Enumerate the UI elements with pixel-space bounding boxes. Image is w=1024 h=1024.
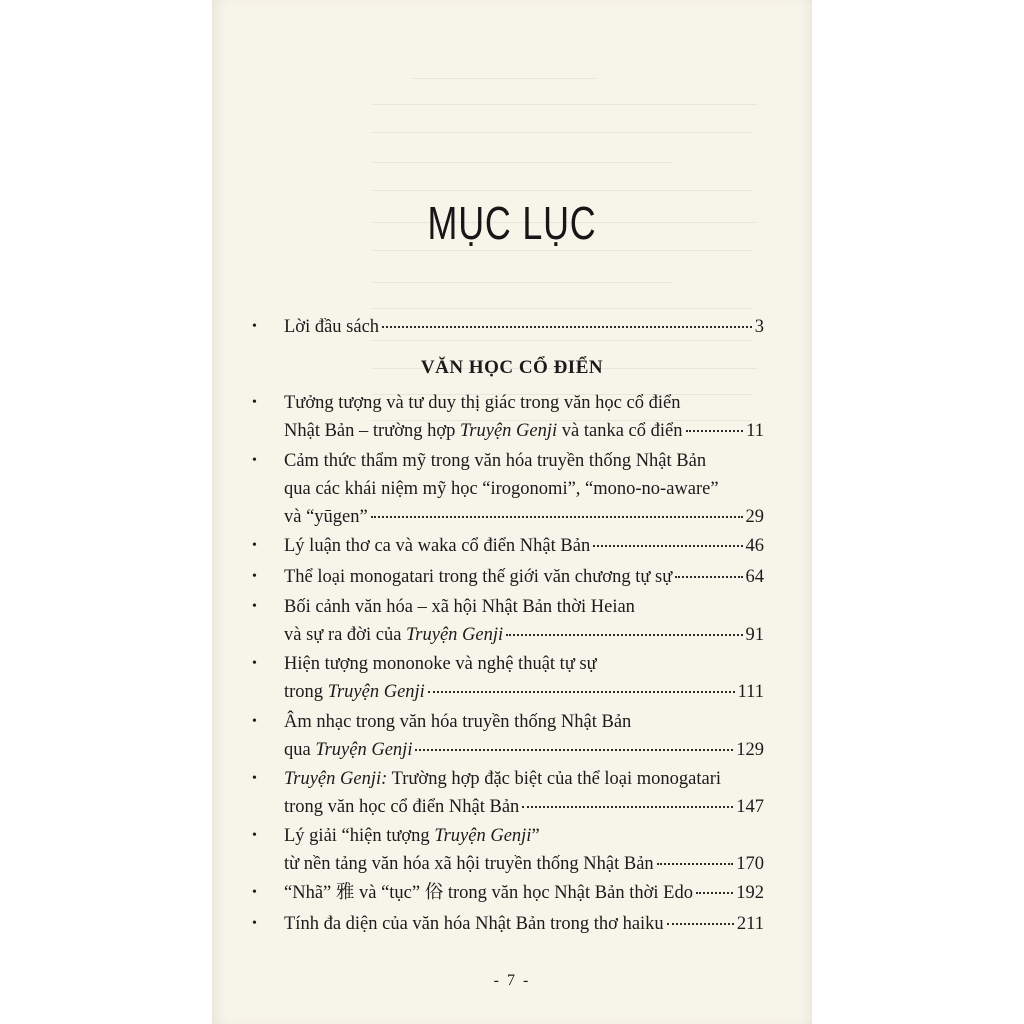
entry-last-line: [284, 793, 764, 821]
entry-text: Thể loại monogatari trong thế giới văn chương tự sự: [284, 567, 673, 587]
toc-entry: [252, 765, 764, 821]
entry-title-italic: Truyện Genji: [406, 625, 504, 645]
entry-text: [284, 621, 503, 649]
entry-line: Âm nhạc trong văn hóa truyền thống Nhật Bản: [284, 712, 632, 732]
bullet-icon: •: [252, 319, 257, 334]
bullet-icon: •: [252, 538, 257, 553]
entry-line: [284, 765, 764, 793]
bullet-icon: •: [252, 569, 257, 584]
toc-entry: [252, 532, 764, 560]
page-ref: 129: [736, 740, 764, 760]
entry-title-italic: Truyện Genji: [315, 740, 413, 760]
page-ref: 91: [745, 625, 764, 645]
bullet-icon: •: [252, 885, 257, 900]
entry-line: Cảm thức thẩm mỹ trong văn hóa truyền thống Nhật Bản: [284, 451, 707, 471]
entry-line: Tưởng tượng và tư duy thị giác trong văn học cổ điển: [284, 393, 681, 413]
book-page: [212, 0, 812, 1024]
toc-entry: [252, 822, 764, 878]
toc-entry: [252, 879, 764, 907]
entry-title-italic: Truyện Genji: [460, 421, 558, 441]
page-ref: 64: [745, 567, 764, 587]
entry-title-italic: Truyện Genji:: [284, 769, 388, 789]
entry-text: trong văn học cổ điển Nhật Bản: [284, 797, 520, 817]
entry-text: trong: [284, 682, 328, 702]
toc-entry: [252, 650, 764, 706]
bullet-icon: •: [252, 714, 257, 729]
entry-last-line: [284, 678, 764, 706]
bullet-icon: •: [252, 656, 257, 671]
dot-leader: [686, 429, 744, 432]
toc-entry: [252, 447, 764, 531]
dot-leader: [382, 325, 752, 328]
bullet-icon: •: [252, 453, 257, 468]
entry-last-line: [284, 313, 764, 341]
dot-leader: [657, 862, 734, 865]
entry-last-line: [284, 879, 764, 907]
toc-entry: [252, 389, 764, 445]
page-ref: 3: [754, 317, 764, 337]
page-ref: 11: [746, 421, 764, 441]
dot-leader: [415, 748, 733, 751]
bullet-icon: •: [252, 828, 257, 843]
entry-line: Hiện tượng mononoke và nghệ thuật tự sự: [284, 654, 597, 674]
dot-leader: [506, 633, 742, 636]
entry-last-line: [284, 532, 764, 560]
entry-last-line: [284, 417, 764, 445]
entry-text: Lý giải “hiện tượng: [284, 826, 435, 846]
toc-entry: [252, 593, 764, 649]
dot-leader: [696, 891, 733, 894]
entry-text: Tính đa diện của văn hóa Nhật Bản trong thơ haiku: [284, 914, 664, 934]
entry-text: Lời đầu sách: [284, 317, 380, 337]
entry-text: [284, 736, 412, 764]
entry-title-italic: Truyện Genji: [434, 826, 532, 846]
bullet-icon: •: [252, 599, 257, 614]
entry-line: [284, 822, 764, 850]
entry-line: qua các khái niệm mỹ học “irogonomi”, “mono-no-aware”: [284, 479, 719, 499]
toc-entry: [252, 563, 764, 591]
page-ref: 211: [736, 914, 764, 934]
entry-text: Trường hợp đặc biệt của thể loại monogatari: [387, 769, 722, 789]
entry-text: [284, 417, 683, 445]
entry-text: từ nền tảng văn hóa xã hội truyền thống Nhật Bản: [284, 854, 654, 874]
entry-text: Nhật Bản – trường hợp: [284, 421, 461, 441]
entry-line: Bối cảnh văn hóa – xã hội Nhật Bản thời Heian: [284, 597, 635, 617]
entry-text: “Nhã” 雅 và “tục” 俗 trong văn học Nhật Bản thời Edo: [284, 883, 693, 903]
dot-leader: [428, 690, 735, 693]
page-ref: 192: [736, 883, 764, 903]
entry-title-italic: Truyện Genji: [327, 682, 425, 702]
page-ref: 111: [737, 682, 764, 702]
entry-last-line: [284, 503, 764, 531]
page-ref: 147: [736, 797, 764, 817]
page-ref: 46: [745, 536, 764, 556]
entry-text: ”: [531, 826, 540, 846]
dot-leader: [593, 544, 742, 547]
entry-last-line: [284, 621, 764, 649]
entry-text: và “yūgen”: [284, 507, 368, 527]
page-number: - 7 -: [493, 972, 531, 989]
section-title: VĂN HỌC CỔ ĐIỂN: [420, 357, 604, 378]
dot-leader: [371, 515, 743, 518]
entry-text: Lý luận thơ ca và waka cổ điển Nhật Bản: [284, 536, 591, 556]
toc-entry: [252, 708, 764, 764]
page-ref: 170: [736, 854, 764, 874]
entry-text: và sự ra đời của: [284, 625, 407, 645]
entry-text: qua: [284, 740, 316, 760]
entry-text: và tanka cổ điển: [557, 421, 683, 441]
page-title: MỤC LỤC: [427, 197, 597, 249]
bullet-icon: •: [252, 771, 257, 786]
entry-last-line: [284, 850, 764, 878]
page-ref: 29: [745, 507, 764, 527]
bullet-icon: •: [252, 395, 257, 410]
entry-last-line: [284, 736, 764, 764]
entry-last-line: [284, 910, 764, 938]
toc-entry: [252, 313, 764, 341]
dot-leader: [667, 922, 734, 925]
dot-leader: [522, 805, 733, 808]
bullet-icon: •: [252, 916, 257, 931]
toc-entry: [252, 910, 764, 938]
entry-last-line: [284, 563, 764, 591]
entry-text: [284, 678, 425, 706]
dot-leader: [675, 575, 742, 578]
